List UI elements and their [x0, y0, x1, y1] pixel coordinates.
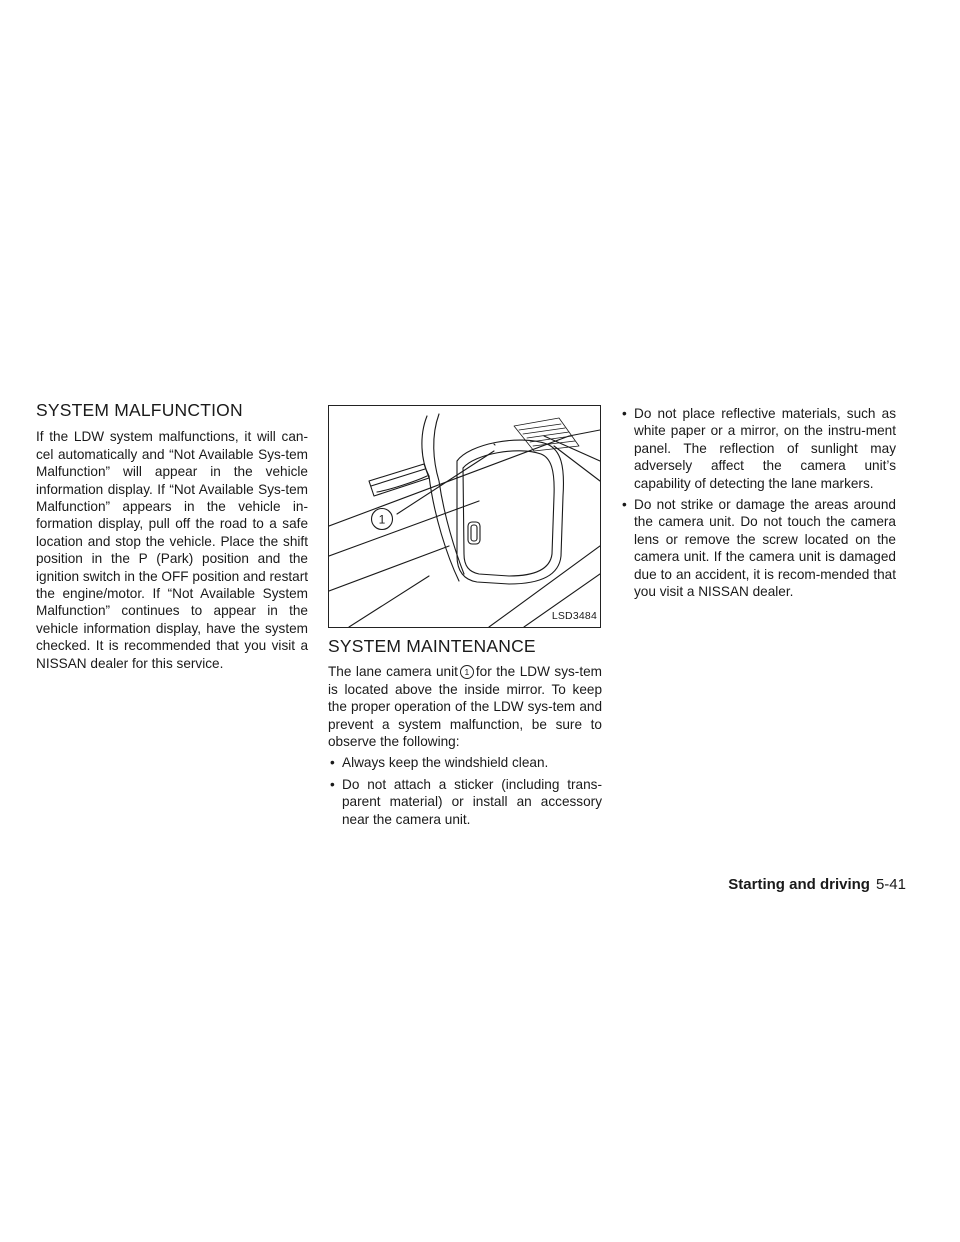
maintenance-column	[328, 405, 602, 832]
figure-code: LSD3484	[551, 609, 597, 622]
maintenance-intro	[328, 663, 602, 750]
intro-text-a: The lane camera unit	[328, 664, 458, 680]
page-number: 5-41	[875, 876, 906, 893]
callout-number: 1	[378, 512, 386, 527]
list-item: • Always keep the windshield clean.	[328, 754, 602, 771]
page-footer	[728, 876, 906, 893]
precautions-column	[620, 405, 896, 604]
intro-text-b: for the LDW sys-tem is located above the inside mirror. To keep the proper operation of the LDW sys-tem and prevent a system malfunction, be sure to observe the following:	[328, 664, 602, 750]
callout-marker: 1	[460, 665, 474, 679]
maintenance-heading: SYSTEM MAINTENANCE	[328, 636, 536, 656]
callout-circle	[369, 506, 395, 532]
malfunction-section	[36, 402, 308, 672]
list-item: • Do not attach a sticker (including trans-parent material) or install an accessory near the camera unit.	[328, 776, 602, 828]
malfunction-heading: SYSTEM MALFUNCTION	[36, 400, 243, 420]
list-item: • Do not strike or damage the areas around the camera unit. Do not touch the camera lens or remove the screw located on the camera unit. If the camera unit is damaged due to an accident, it is recom-mended that you visit a NISSAN dealer.	[620, 496, 896, 600]
maintenance-bullet-list	[328, 754, 602, 828]
malfunction-body: If the LDW system malfunctions, it will can-cel automatically and “Not Available Sys-tem Malfunction” will appear in the vehicle information display. If “Not Available Sys-tem Malfunction” appears in the vehicle in-formation display, pull off the road to a safe location and stop the vehicle. Place the shift position in the P (Park) position and the ignition switch in the OFF position and restart the engine/motor. If “Not Available System Malfunction” continues to appear in the vehicle information display, have the system checked. It is recommended that you visit a NISSAN dealer for this service.	[36, 429, 309, 671]
list-item: • Do not place reflective materials, such as white paper or a mirror, on the instru-ment panel. The reflection of sunlight may adversely affect the camera unit’s capability of detecting the lane markers.	[620, 405, 896, 492]
precautions-bullet-list	[620, 405, 896, 600]
camera-unit-figure	[328, 405, 601, 628]
footer-section-title: Starting and driving	[728, 876, 870, 893]
maintenance-section	[328, 638, 602, 828]
